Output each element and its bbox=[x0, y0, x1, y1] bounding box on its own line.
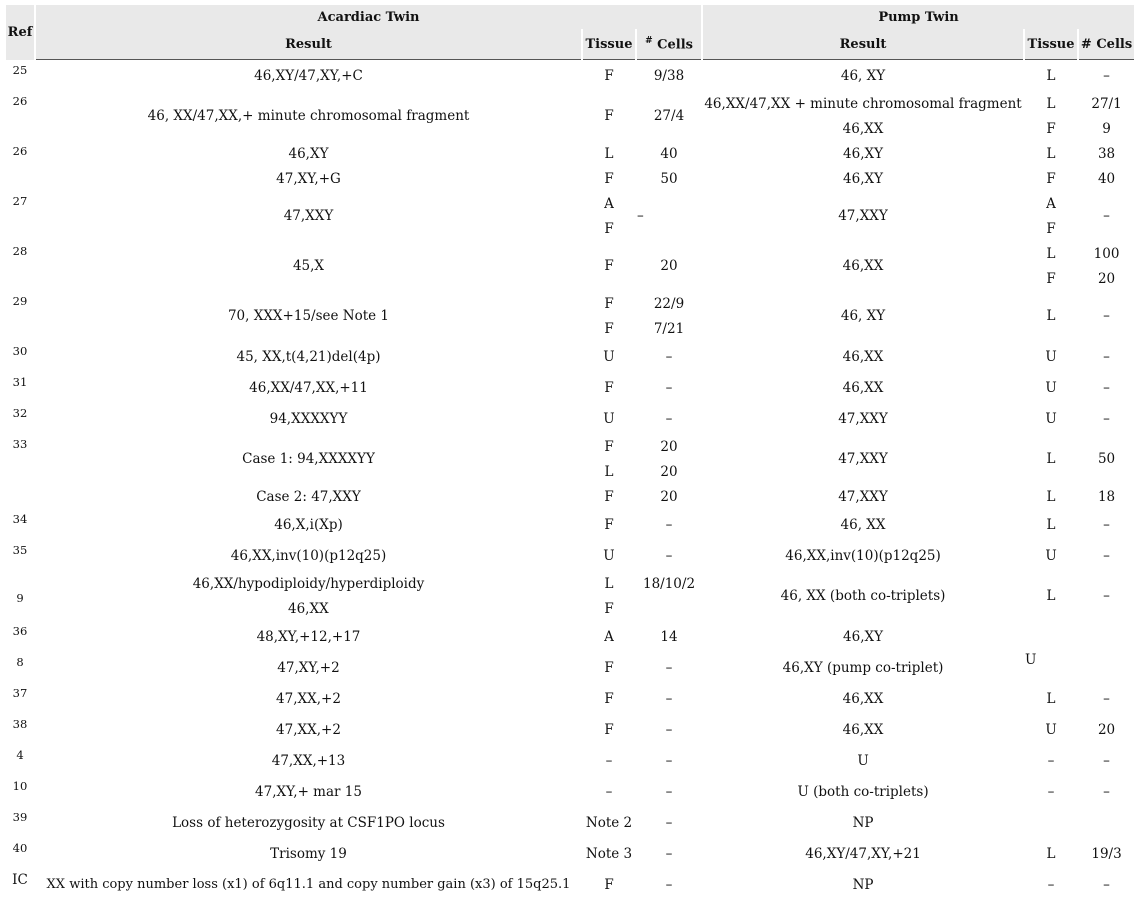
cell-pump-tissue: U bbox=[1045, 547, 1057, 564]
cell-acardiac-result: XX with copy number loss (x1) of 6q11.1 and copy number gain (x3) of 15q25.1 bbox=[46, 877, 571, 892]
cell-ref: 33 bbox=[12, 437, 28, 451]
cell-pump-result: 47,XXY bbox=[838, 410, 888, 427]
cell-pump-result: 46,XX bbox=[842, 258, 884, 274]
cell-pump-cells: – bbox=[1103, 690, 1110, 707]
cell-acardiac-cells: 18/10/2 bbox=[642, 575, 696, 592]
cell-pump-cells: 20 bbox=[1097, 270, 1116, 287]
cell-pump-cells: 100 bbox=[1093, 245, 1120, 262]
cell-pump-result: 46,XX bbox=[842, 721, 884, 738]
cell-acardiac-tissue: U bbox=[603, 410, 615, 427]
cell-pump-tissue: – bbox=[1047, 752, 1055, 769]
cell-pump-cells-empty bbox=[1079, 652, 1134, 683]
cell-pump-cells: – bbox=[1103, 410, 1110, 427]
cell-acardiac-cells: – bbox=[665, 547, 673, 564]
cell-acardiac-tissue: U bbox=[603, 348, 615, 365]
table-row bbox=[6, 91, 1134, 116]
cell-pump-cells: – bbox=[1103, 547, 1110, 564]
table-row bbox=[6, 869, 1134, 900]
table-row bbox=[6, 776, 1134, 807]
cell-acardiac-tissue: F bbox=[604, 488, 614, 505]
cell-pump-tissue: U bbox=[1045, 348, 1057, 365]
header-pump-tissue: Tissue bbox=[1025, 29, 1077, 60]
cell-pump-result: 46,XY bbox=[843, 170, 884, 187]
cell-acardiac-cells: – bbox=[665, 348, 673, 365]
cell-acardiac-tissue: F bbox=[604, 690, 614, 707]
cell-pump-cells: 27/1 bbox=[1091, 95, 1122, 112]
table-row bbox=[6, 621, 1134, 652]
cell-pump-cells: – bbox=[1103, 588, 1110, 604]
cell-pump-result: 46,XX/47,XX + minute chromosomal fragment bbox=[704, 95, 1022, 112]
cell-pump-result: U bbox=[857, 752, 869, 769]
table-row bbox=[6, 403, 1134, 434]
table-row bbox=[6, 484, 1134, 509]
cell-acardiac-cells: – bbox=[665, 410, 673, 427]
cell-ref: 34 bbox=[12, 512, 28, 526]
cell-acardiac-result: 47,XXY bbox=[283, 208, 334, 224]
karyotype-table bbox=[4, 5, 1136, 900]
cell-pump-cells: 19/3 bbox=[1091, 845, 1122, 862]
cell-pump-cells: – bbox=[1103, 783, 1110, 800]
header-acardiac-twin: Acardiac Twin bbox=[36, 5, 701, 29]
cell-pump-result: NP bbox=[852, 814, 874, 831]
cell-pump-tissue: – bbox=[1047, 783, 1055, 800]
cell-acardiac-result: Loss of heterozygosity at CSF1PO locus bbox=[172, 814, 445, 831]
cell-acardiac-cells: – bbox=[665, 752, 673, 769]
table-row bbox=[6, 745, 1134, 776]
cell-ref: 40 bbox=[12, 841, 28, 855]
cell-acardiac-tissue: A bbox=[604, 628, 614, 645]
cell-ref: 31 bbox=[12, 375, 28, 389]
cell-pump-tissue: – bbox=[1047, 876, 1055, 893]
cell-ref: 30 bbox=[12, 344, 28, 358]
cell-ref: 26 bbox=[12, 94, 28, 108]
cell-ref: 25 bbox=[12, 63, 28, 77]
cell-pump-result: NP bbox=[852, 876, 874, 893]
header-acardiac-result: Result bbox=[36, 29, 581, 60]
cell-acardiac-cells: – bbox=[665, 876, 673, 893]
cell-ref: 29 bbox=[12, 294, 28, 308]
cell-acardiac-result: 46,XX/hypodiploidy/hyperdiploidy bbox=[192, 575, 425, 592]
table-row bbox=[6, 241, 1134, 266]
cell-pump-tissue: L bbox=[1046, 245, 1056, 262]
cell-acardiac-tissue: F bbox=[604, 379, 614, 396]
cell-acardiac-tissue: F bbox=[604, 320, 614, 337]
cell-pump-cells: – bbox=[1103, 308, 1110, 324]
cell-pump-cells: 40 bbox=[1097, 170, 1116, 187]
table-row bbox=[6, 434, 1134, 459]
cell-ref: 4 bbox=[16, 748, 24, 762]
cell-pump-cells: – bbox=[1103, 208, 1110, 224]
cell-pump-result: 46,XX bbox=[842, 348, 884, 365]
cell-acardiac-cells: 20 bbox=[660, 258, 678, 274]
cell-pump-tissue: A bbox=[1046, 195, 1056, 212]
cell-acardiac-tissue: L bbox=[604, 575, 614, 592]
cell-acardiac-tissue: Note 2 bbox=[585, 814, 633, 831]
table-row bbox=[6, 341, 1134, 372]
cell-pump-tissue: L bbox=[1046, 451, 1056, 467]
cell-acardiac-cells-empty bbox=[637, 596, 701, 621]
cell-acardiac-cells: 9/38 bbox=[653, 67, 685, 84]
cell-acardiac-result: 45,X bbox=[292, 258, 325, 274]
cell-acardiac-tissue: F bbox=[604, 258, 614, 274]
cell-pump-tissue: U bbox=[1045, 410, 1057, 427]
cell-ref: 10 bbox=[12, 779, 28, 793]
cell-acardiac-tissue: F bbox=[604, 876, 614, 893]
header-pump-cells: # Cells bbox=[1079, 29, 1134, 60]
cell-acardiac-tissue: – bbox=[605, 752, 613, 769]
cell-acardiac-cells: 50 bbox=[660, 170, 678, 187]
cell-pump-tissue: F bbox=[1046, 120, 1056, 137]
cell-pump-result: 47,XXY bbox=[838, 208, 888, 224]
table-row bbox=[6, 291, 1134, 316]
cell-acardiac-result: 47,XY,+ mar 15 bbox=[255, 783, 362, 800]
cell-pump-cells: 18 bbox=[1097, 488, 1116, 505]
cell-acardiac-cells: – bbox=[665, 659, 673, 676]
table-row bbox=[6, 141, 1134, 166]
cell-pump-cells: – bbox=[1103, 348, 1110, 365]
cell-acardiac-result: 46,XY bbox=[288, 145, 329, 162]
cell-pump-tissue: L bbox=[1046, 516, 1056, 533]
cell-pump-tissue: L bbox=[1046, 95, 1056, 112]
table-row bbox=[6, 714, 1134, 745]
cell-ref: 39 bbox=[12, 810, 28, 824]
cell-acardiac-result: 47,XY,+2 bbox=[277, 659, 340, 676]
cell-acardiac-result: Trisomy 19 bbox=[270, 845, 347, 862]
cell-acardiac-tissue: A bbox=[604, 195, 614, 212]
cell-pump-cells: – bbox=[1103, 379, 1110, 396]
cell-acardiac-tissue: L bbox=[604, 145, 614, 162]
header-acardiac-tissue: Tissue bbox=[583, 29, 635, 60]
cell-pump-result: 46,XX bbox=[842, 690, 884, 707]
header-pump-result: Result bbox=[703, 29, 1023, 60]
cell-pump-tissue: L bbox=[1046, 67, 1056, 84]
cell-acardiac-result: 46,X,i(Xp) bbox=[274, 516, 343, 533]
cell-acardiac-tissue: F bbox=[604, 721, 614, 738]
table-row bbox=[6, 60, 1134, 91]
table-row bbox=[6, 683, 1134, 714]
table-row bbox=[6, 652, 1134, 683]
cell-pump-tissue: L bbox=[1046, 308, 1056, 324]
cell-acardiac-cells: 20 bbox=[660, 488, 678, 505]
cell-ref: 36 bbox=[12, 624, 28, 638]
cell-acardiac-result: 46,XX bbox=[288, 600, 329, 617]
cell-acardiac-result: 46,XX/47,XX,+11 bbox=[249, 379, 368, 396]
cell-acardiac-result: 46,XY/47,XY,+C bbox=[254, 67, 363, 84]
cell-acardiac-result: 46,XX,inv(10)(p12q25) bbox=[230, 547, 387, 564]
cell-acardiac-tissue: F bbox=[604, 170, 614, 187]
cell-ref: 28 bbox=[12, 244, 28, 258]
cell-acardiac-tissue: F bbox=[604, 659, 614, 676]
cell-pump-tissue: L bbox=[1046, 690, 1056, 707]
cell-pump-cells: – bbox=[1103, 516, 1110, 533]
cell-pump-cells: – bbox=[1103, 67, 1110, 84]
header-cells-symbol: # bbox=[645, 35, 653, 46]
cell-pump-result: 47,XXY bbox=[838, 451, 888, 467]
cell-ref: 37 bbox=[12, 686, 28, 700]
table-row bbox=[6, 838, 1134, 869]
cell-acardiac-cells: – bbox=[665, 721, 673, 738]
cell-pump-tissue: F bbox=[1046, 270, 1056, 287]
cell-pump-cells: – bbox=[1103, 752, 1110, 769]
cell-pump-tissue: F bbox=[1046, 220, 1056, 237]
cell-pump-result: 46, XY bbox=[840, 67, 886, 84]
cell-acardiac-result: Case 1: 94,XXXXYY bbox=[242, 451, 375, 467]
cell-acardiac-cells: 14 bbox=[660, 628, 678, 645]
cell-acardiac-cells: 27/4 bbox=[653, 108, 685, 124]
cell-pump-tissue: U bbox=[1045, 379, 1057, 396]
cell-acardiac-result: 47,XY,+G bbox=[276, 170, 341, 187]
table-row bbox=[6, 571, 1134, 596]
cell-acardiac-cells: 20 bbox=[660, 463, 678, 480]
cell-ref: 32 bbox=[12, 406, 28, 420]
cell-ref: IC bbox=[12, 872, 28, 888]
cell-pump-result: 46,XX,inv(10)(p12q25) bbox=[785, 547, 941, 564]
header-acardiac-cells bbox=[637, 29, 701, 60]
cell-pump-tissue: U bbox=[1025, 652, 1037, 668]
cell-pump-result: 46,XY bbox=[843, 145, 884, 162]
cell-acardiac-result: 46, XX/47,XX,+ minute chromosomal fragment bbox=[147, 108, 470, 124]
cell-acardiac-tissue: Note 3 bbox=[585, 845, 633, 862]
cell-pump-cells: – bbox=[1103, 876, 1110, 893]
cell-pump-tissue-empty bbox=[1025, 621, 1077, 652]
cell-ref: 27 bbox=[12, 194, 28, 208]
table-row bbox=[6, 166, 1134, 191]
cell-acardiac-cells: – bbox=[665, 516, 673, 533]
cell-acardiac-cells: – bbox=[665, 690, 673, 707]
cell-pump-cells: 38 bbox=[1097, 145, 1116, 162]
cell-pump-result: 46, XX bbox=[840, 516, 886, 533]
cell-pump-cells-empty bbox=[1079, 621, 1134, 652]
cell-acardiac-tissue: F bbox=[604, 108, 614, 124]
cell-acardiac-result: 94,XXXXYY bbox=[269, 410, 348, 427]
header-cells-label: Cells bbox=[657, 37, 693, 53]
cell-acardiac-result: 45, XX,t(4,21)del(4p) bbox=[236, 348, 381, 365]
header-ref: Ref bbox=[6, 5, 34, 60]
cell-pump-tissue: U bbox=[1045, 721, 1057, 738]
cell-acardiac-tissue: F bbox=[604, 600, 614, 617]
cell-acardiac-result: 47,XX,+13 bbox=[271, 752, 346, 769]
cell-pump-cells: 50 bbox=[1097, 451, 1116, 467]
header-pump-twin: Pump Twin bbox=[703, 5, 1134, 29]
cell-ref: 35 bbox=[12, 543, 28, 557]
cell-pump-result: U (both co-triplets) bbox=[797, 783, 929, 800]
cell-acardiac-cells: – bbox=[665, 783, 673, 800]
cell-pump-result: 46,XY/47,XY,+21 bbox=[805, 845, 921, 862]
cell-acardiac-tissue: F bbox=[604, 67, 614, 84]
table-row bbox=[6, 540, 1134, 571]
cell-acardiac-cells: – bbox=[665, 845, 673, 862]
cell-acardiac-cells: – bbox=[637, 208, 644, 224]
cell-pump-tissue: L bbox=[1046, 588, 1056, 604]
cell-pump-result: 47,XXY bbox=[838, 488, 888, 505]
cell-acardiac-tissue: F bbox=[604, 438, 614, 455]
cell-pump-tissue: L bbox=[1046, 845, 1056, 862]
cell-acardiac-tissue: – bbox=[605, 783, 613, 800]
cell-acardiac-result: Case 2: 47,XXY bbox=[256, 488, 361, 505]
cell-pump-tissue: L bbox=[1046, 488, 1056, 505]
cell-pump-cells-empty bbox=[1079, 807, 1134, 838]
table-row bbox=[6, 509, 1134, 540]
cell-acardiac-tissue: U bbox=[603, 547, 615, 564]
cell-pump-result: 46,XY (pump co-triplet) bbox=[782, 659, 944, 676]
cell-pump-cells: 9 bbox=[1102, 120, 1111, 137]
cell-pump-result: 46, XY bbox=[840, 308, 886, 324]
cell-acardiac-cells: – bbox=[665, 379, 673, 396]
cell-ref: 9 bbox=[16, 590, 24, 605]
cell-acardiac-cells: 22/9 bbox=[653, 295, 685, 312]
cell-acardiac-tissue: L bbox=[604, 463, 614, 480]
cell-acardiac-tissue: F bbox=[604, 516, 614, 533]
cell-acardiac-result: 47,XX,+2 bbox=[276, 690, 341, 707]
cell-acardiac-cells: 20 bbox=[660, 438, 678, 455]
cell-pump-result: 46, XX (both co-triplets) bbox=[780, 588, 946, 604]
table-row bbox=[6, 807, 1134, 838]
cell-pump-tissue: F bbox=[1046, 170, 1056, 187]
cell-pump-cells: 20 bbox=[1097, 721, 1116, 738]
cell-ref: 38 bbox=[12, 717, 28, 731]
cell-pump-tissue-empty bbox=[1025, 807, 1077, 838]
table-row bbox=[6, 191, 1134, 216]
cell-acardiac-result: 70, XXX+15/see Note 1 bbox=[227, 308, 390, 324]
cell-acardiac-result: 48,XY,+12,+17 bbox=[256, 628, 361, 645]
cell-acardiac-tissue: F bbox=[604, 295, 614, 312]
cell-pump-result: 46,XX bbox=[842, 379, 884, 396]
cell-ref: 8 bbox=[16, 655, 24, 669]
table-row bbox=[6, 372, 1134, 403]
cell-acardiac-cells: – bbox=[665, 814, 673, 831]
cell-pump-tissue: L bbox=[1046, 145, 1056, 162]
cell-acardiac-cells: 40 bbox=[660, 145, 678, 162]
cell-ref: 26 bbox=[12, 144, 28, 158]
cell-acardiac-tissue: F bbox=[604, 220, 614, 237]
cell-acardiac-result: 47,XX,+2 bbox=[276, 721, 341, 738]
cell-pump-result: 46,XY bbox=[843, 628, 884, 645]
cell-pump-result: 46,XX bbox=[842, 120, 884, 137]
cell-acardiac-cells: 7/21 bbox=[653, 320, 685, 337]
